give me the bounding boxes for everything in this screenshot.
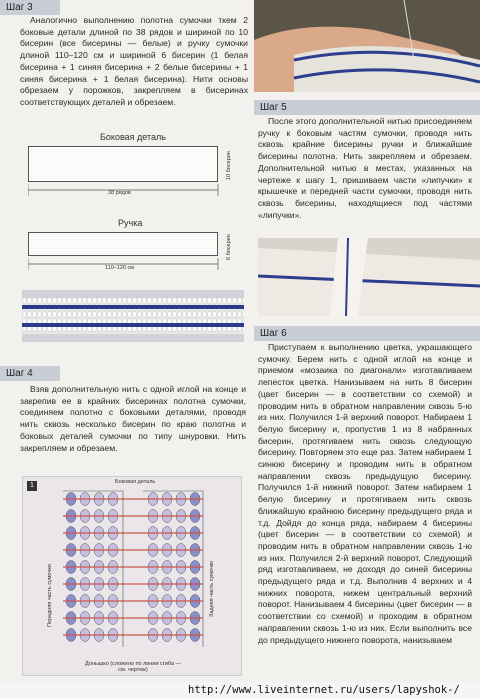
source-url[interactable]: http://www.liveinternet.ru/users/lapyshok-/ <box>188 684 460 696</box>
side-detail-length-label: 38 рядов <box>108 190 131 196</box>
handle-rect <box>28 232 218 256</box>
side-detail-rect <box>28 146 218 182</box>
step6-text: Приступаем к выполнению цветка, украшающего сумочку. Берем нить с одной иглой на конце и приемом «мозаика по диагонали» изготавливаем лепесток цветка. Нанизываем на нить 8 бисерин (цвет бисерин — в соответствии со схемой) и проводим нить в обратном направлении сквозь 5-ю из них. Получился 1-й верхний поворот. Набираем 1 белую бисерину и, пропустив 1 из 8 набранных бисерин, протягиваем нить сквозь следующую бисерину. Повторяем это еще раз. Затем набираем 1 синюю бисерину и проводим нить в обратном направлении сквозь предыдущую бисерину. Получился 1-й нижний поворот. Затем набираем 1 белую бисерину и протягиваем нить сквозь ближайшую крайнюю бисерину предыдущего ряда и т.д. Дойдя до конца ряда, набираем 4 бисерины (цвет бисерин — в соответствии со схемой) и проводим нить в обратном направлении сквозь 1-ю из них. Получился 2-й верхний поворот. Следующий ряд изготавливаем, не доходя до синей бисерины предыдущего ряда и т.д. Выполнив 4 верхних и 4 нижних поворота, нижем центральный верхний поворот. Нанизываем 4 бисерины (цвет бисерин — в соответствии со схемой) и проходим в обратном направлении сквозь 1-ю из них. Если выполнить все до предыдущего нижнего поворота, нанизываем <box>258 342 472 645</box>
lacing-right-label: Задняя часть сумочки <box>209 560 215 617</box>
lacing-bead-grid <box>23 477 243 677</box>
lacing-diagram <box>22 476 242 676</box>
handle-width-label: 6 бисерин <box>226 234 232 260</box>
step4-title: Шаг 4 <box>6 368 33 379</box>
side-detail-width-label: 10 бисерин <box>226 151 232 180</box>
handle-attach-photo <box>258 238 480 316</box>
side-detail-title: Боковая деталь <box>100 132 166 142</box>
step3-text: Аналогично выполнению полотна сумочки ткем 2 боковые детали длиной по 38 рядов и шириной по 10 бисерин (все бисерины — белые) и ручку сумочки длиной 110–120 см и шириной 6 бисерин (1 белая бисерина + 1 синяя бисерина + 2 белые бисерины + 1 синяя бисерина + 1 белая бисерина). Нити основы обрезаем у порожков, закрепляем в бисеринах соответствующих деталей и обрезаем. <box>20 15 248 107</box>
step6-title: Шаг 6 <box>260 328 287 339</box>
step3-heading <box>0 0 60 15</box>
step5-heading <box>254 100 480 115</box>
step6-heading <box>254 326 480 341</box>
step4-heading <box>0 366 60 381</box>
step4-text: Взяв дополнительную нить с одной иглой на конце и закрепив ее в крайних бисеринах полотна сумочки, соединяем полотно с боковыми деталями, проводя нить сквозь несколько бисерин по краю полотна и боковых деталей сумочки по типу шнуровки. Нить закрепляем и обрезаем. <box>20 384 246 453</box>
lacing-top-label: Боковая деталь <box>115 479 156 485</box>
handle-length-label: 110–120 см <box>105 265 135 271</box>
beaded-handle-photo <box>22 290 244 342</box>
lacing-left-label: Передняя часть сумочки <box>47 564 53 627</box>
handle-title: Ручка <box>118 218 143 228</box>
step3-title: Шаг 3 <box>6 2 33 13</box>
sewing-photo-top <box>254 0 480 92</box>
lacing-number-badge: 1 <box>27 481 37 491</box>
source-url-footer[interactable] <box>0 682 480 699</box>
lacing-bottom-label: Донышко (сложено по линии сгиба — см. чертеж) <box>84 661 181 673</box>
step5-title: Шаг 5 <box>260 102 287 113</box>
step5-text: После этого дополнительной нитью присоединяем ручку к боковым частям сумочки, проводя нить сквозь крайние бисерины ручки и ближайшие бисерины полотна. Нить закрепляем и обрезаем. Дополнительной нитью в местах, указанных на чертеже к шагу 1, пришиваем части «липучки» к крышечке и передней части сумочки, проводя нить сквозь бисерины, находящиеся под частями «липучки». <box>258 116 472 220</box>
